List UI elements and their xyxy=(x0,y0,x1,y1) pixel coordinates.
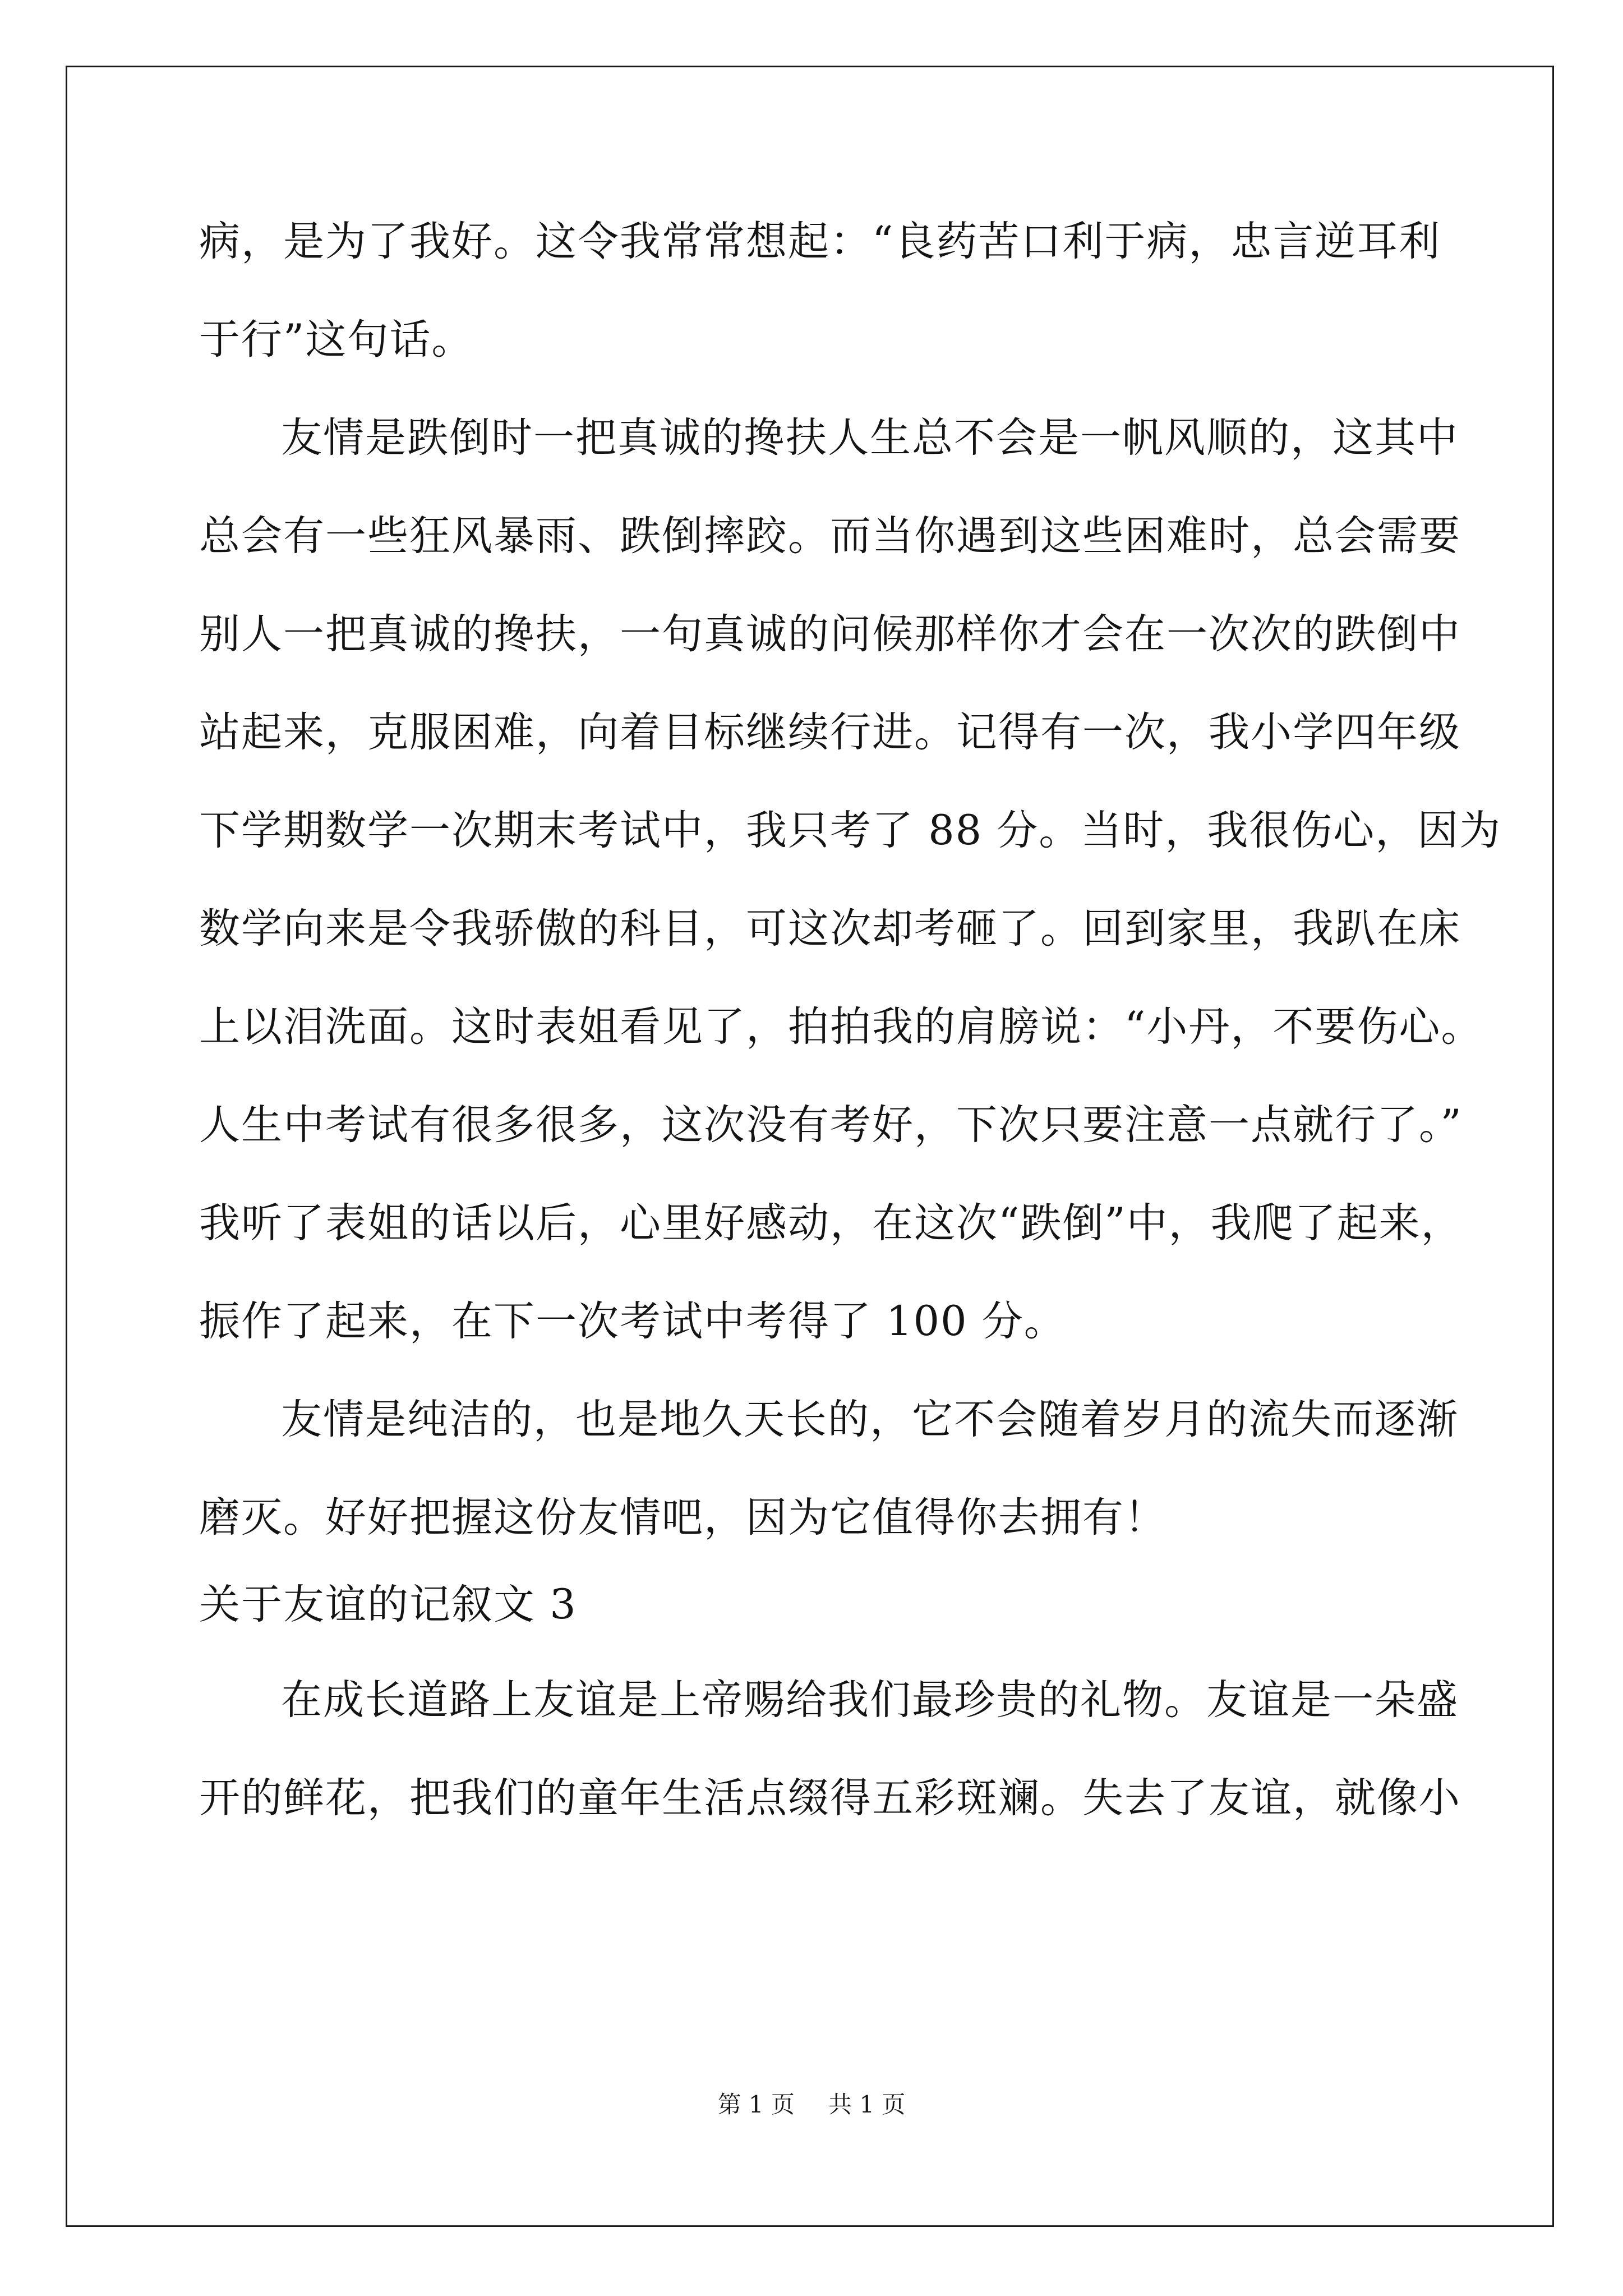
paragraph-first-line: 在成长道路上友谊是上帝赐给我们最珍贵的礼物。友谊是一朵盛 xyxy=(281,1676,1459,1724)
page-footer xyxy=(0,2088,1623,2122)
text-line: 磨灭。好好把握这份友情吧，因为它值得你去拥有！ xyxy=(199,1494,1166,1542)
text-line: 振作了起来，在下一次考试中考得了 100 分。 xyxy=(199,1297,1066,1345)
text-line: 病，是为了我好。这令我常常想起：“良药苦口利于病，忠言逆耳利 xyxy=(199,218,1441,265)
paragraph-first-line: 友情是跌倒时一把真诚的搀扶人生总不会是一帆风顺的，这其中 xyxy=(281,414,1459,462)
text-line: 我听了表姐的话以后，心里好感动，在这次“跌倒”中，我爬了起来， xyxy=(199,1199,1463,1247)
paragraph-first-line: 友情是纯洁的，也是地久天长的，它不会随着岁月的流失而逐渐 xyxy=(281,1396,1459,1443)
page-number-current: 第 1 页 xyxy=(717,2091,795,2118)
text-line: 总会有一些狂风暴雨、跌倒摔跤。而当你遇到这些困难时，总会需要 xyxy=(199,512,1461,560)
text-line: 站起来，克服困难，向着目标继续行进。记得有一次，我小学四年级 xyxy=(199,708,1461,756)
text-line: 别人一把真诚的搀扶，一句真诚的问候那样你才会在一次次的跌倒中 xyxy=(199,610,1461,658)
text-line: 开的鲜花，把我们的童年生活点缀得五彩斑斓。失去了友谊，就像小 xyxy=(199,1774,1461,1822)
text-line: 上以泪洗面。这时表姐看见了，拍拍我的肩膀说：“小丹，不要伤心。 xyxy=(199,1003,1483,1051)
section-heading: 关于友谊的记叙文 3 xyxy=(199,1581,577,1628)
page-number-total: 共 1 页 xyxy=(828,2091,906,2118)
text-line: 人生中考试有很多很多，这次没有考好，下次只要注意一点就行了。” xyxy=(199,1101,1463,1149)
text-line: 数学向来是令我骄傲的科目，可这次却考砸了。回到家里，我趴在床 xyxy=(199,905,1461,953)
text-line: 下学期数学一次期末考试中，我只考了 88 分。当时，我很伤心，因为 xyxy=(199,807,1502,854)
text-line: 于行”这句话。 xyxy=(199,316,474,364)
